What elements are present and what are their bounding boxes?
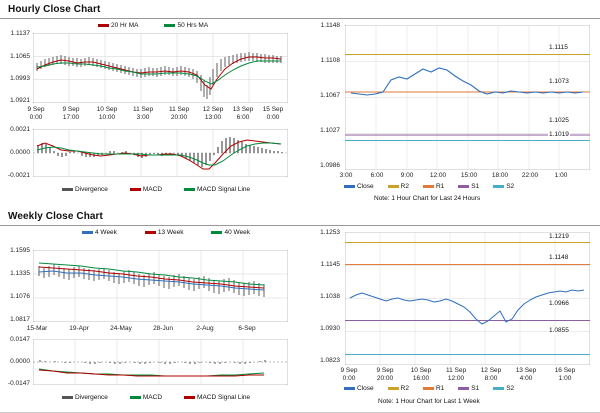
legend-label-macd-signal-weekly: MACD Signal Line	[197, 394, 251, 401]
hourly-levels-xtick-0: 3:00	[339, 172, 353, 179]
hourly-price-ytick-0: 1.1137	[10, 30, 30, 37]
legend-swatch-close-weekly	[344, 387, 355, 390]
legend-item-macd-weekly	[130, 394, 162, 401]
hourly-price-xtick-4: 11 Sep 20:00	[168, 106, 190, 121]
weekly-price-ytick-1: 1.1335	[10, 270, 30, 277]
hourly-price-xtick-3: 11 Sep 3:00	[132, 106, 154, 121]
legend-label-50hr-ma: 50 Hrs MA	[177, 22, 209, 29]
legend-label-s2-weekly: S2	[506, 385, 515, 392]
legend-item-s1-weekly	[458, 385, 479, 392]
weekly-level-label-close: 1.0966	[549, 300, 569, 307]
legend-label-r1-hourly: R1	[435, 183, 445, 190]
weekly-levels-legend	[344, 385, 514, 392]
weekly-macd-ytick-2: -0.0147	[7, 380, 30, 387]
weekly-price-ytick-2: 1.1076	[10, 293, 30, 300]
hourly-macd-legend	[62, 186, 250, 193]
weekly-price-xtick-0: 15-Mar	[26, 325, 48, 332]
legend-item-macd-signal-hourly	[184, 186, 250, 193]
legend-swatch-divergence-weekly	[62, 396, 73, 399]
legend-swatch-macd-signal-hourly	[184, 188, 195, 191]
legend-item-divergence-weekly	[62, 394, 108, 401]
hourly-price-ytick-3: 1.0921	[10, 97, 30, 104]
weekly-levels-xtick-6: 16 Sep 1:00	[554, 367, 576, 382]
legend-item-macd-hourly	[130, 186, 162, 193]
weekly-price-xtick-1: 19-Apr	[69, 325, 89, 332]
legend-item-r1-hourly	[423, 183, 444, 190]
legend-item-r1-weekly	[423, 385, 444, 392]
weekly-levels-plot	[345, 232, 590, 365]
weekly-levels-ytick-4: 1.0823	[320, 357, 340, 364]
weekly-price-xtick-2: 24-May	[110, 325, 132, 332]
hourly-level-label-close: 1.1073	[549, 78, 569, 85]
hourly-price-xtick-0: 9 Sep 0:00	[27, 106, 45, 121]
hourly-macd-ytick-1: 0.0000	[10, 149, 30, 156]
legend-label-40week: 40 Week	[224, 229, 251, 236]
legend-label-s2-hourly: S2	[506, 183, 515, 190]
hourly-levels-legend	[344, 183, 514, 190]
legend-item-r2-weekly	[388, 385, 409, 392]
legend-item-close-hourly	[344, 183, 374, 190]
legend-swatch-s2-weekly	[493, 387, 504, 390]
weekly-price-xtick-4: 2-Aug	[196, 325, 214, 332]
hourly-macd-ytick-0: 0.0021	[10, 126, 30, 133]
legend-label-divergence-weekly: Divergence	[75, 394, 108, 401]
legend-label-close-weekly: Close	[357, 385, 374, 392]
weekly-levels-svg	[345, 232, 590, 365]
weekly-levels-ytick-2: 1.1038	[320, 293, 340, 300]
legend-label-r2-hourly: R2	[400, 183, 409, 190]
hourly-levels-ytick-3: 1.1027	[320, 127, 340, 134]
legend-item-s1-hourly	[458, 183, 479, 190]
legend-label-s1-hourly: S1	[471, 183, 480, 190]
hourly-price-xtick-5: 12 Sep 13:00	[202, 106, 224, 121]
weekly-macd-ytick-1: 0.0000	[10, 358, 30, 365]
hourly-levels-ytick-0: 1.1148	[320, 22, 340, 29]
legend-label-4week: 4 Week	[95, 229, 117, 236]
weekly-divider	[0, 225, 600, 226]
legend-label-macd-hourly: MACD	[142, 186, 163, 193]
legend-swatch-s1-weekly	[458, 387, 469, 390]
weekly-macd-legend	[62, 394, 250, 401]
weekly-close-chart-panel	[0, 207, 600, 413]
legend-item-50hr-ma	[164, 22, 208, 29]
weekly-levels-ytick-0: 1.1253	[320, 229, 340, 236]
legend-label-r1-weekly: R1	[435, 385, 445, 392]
hourly-levels-ytick-2: 1.1067	[320, 92, 340, 99]
legend-swatch-40week	[211, 231, 222, 234]
hourly-levels-ytick-4: 1.0986	[320, 162, 340, 169]
legend-swatch-divergence-hourly	[62, 188, 73, 191]
legend-label-r2-weekly: R2	[400, 385, 409, 392]
legend-swatch-13week	[145, 231, 156, 234]
legend-swatch-r1-weekly	[423, 387, 434, 390]
weekly-levels-ytick-1: 1.1145	[320, 261, 340, 268]
hourly-price-ytick-2: 1.0993	[10, 75, 30, 82]
weekly-macd-svg	[33, 339, 288, 385]
legend-label-divergence-hourly: Divergence	[75, 186, 108, 193]
hourly-price-xtick-7: 15 Sep 0:00	[262, 106, 284, 121]
hourly-price-legend	[98, 22, 208, 29]
hourly-levels-xtick-3: 12:00	[429, 172, 447, 179]
legend-swatch-s2-hourly	[493, 185, 504, 188]
weekly-price-xtick-3: 28-Jun	[153, 325, 173, 332]
hourly-macd-svg	[33, 129, 288, 177]
legend-swatch-r1-hourly	[423, 185, 434, 188]
legend-item-40week	[211, 229, 250, 236]
hourly-level-label-s1: 1.1025	[549, 117, 569, 124]
weekly-macd-plot	[33, 339, 288, 385]
hourly-levels-xtick-2: 9:00	[400, 172, 414, 179]
hourly-levels-note: Note: 1 Hour Chart for Last 24 Hours	[374, 195, 481, 202]
weekly-level-label-r2: 1.1219	[549, 233, 569, 240]
legend-swatch-20hr-ma	[98, 24, 109, 27]
weekly-levels-xtick-5: 13 Sep 4:00	[515, 367, 537, 382]
legend-swatch-macd-signal-weekly	[184, 396, 195, 399]
hourly-section-title: Hourly Close Chart	[8, 4, 101, 15]
legend-item-s2-weekly	[493, 385, 514, 392]
legend-label-macd-weekly: MACD	[142, 394, 163, 401]
weekly-price-svg	[33, 250, 288, 322]
weekly-levels-xtick-3: 11 Sep 12:00	[445, 367, 467, 382]
legend-item-20hr-ma	[98, 22, 138, 29]
hourly-levels-xtick-4: 15:00	[460, 172, 478, 179]
legend-swatch-r2-weekly	[388, 387, 399, 390]
weekly-price-plot	[33, 250, 288, 322]
legend-swatch-4week	[82, 231, 93, 234]
weekly-level-label-s2: 1.0855	[549, 327, 569, 334]
weekly-price-ytick-0: 1.1595	[10, 247, 30, 254]
weekly-price-ytick-3: 1.0817	[10, 316, 30, 323]
weekly-levels-xtick-1: 9 Sep 20:00	[376, 367, 394, 382]
hourly-price-svg	[33, 33, 288, 103]
weekly-level-label-r1: 1.1148	[549, 254, 569, 261]
legend-item-close-weekly	[344, 385, 374, 392]
weekly-levels-xtick-0: 9 Sep 0:00	[340, 367, 358, 382]
legend-item-macd-signal-weekly	[184, 394, 250, 401]
legend-item-13week	[145, 229, 184, 236]
legend-label-close-hourly: Close	[357, 183, 374, 190]
legend-swatch-close-hourly	[344, 185, 355, 188]
hourly-level-label-r2: 1.1115	[549, 44, 568, 51]
weekly-levels-xtick-2: 10 Sep 16:00	[410, 367, 432, 382]
weekly-price-legend	[82, 229, 250, 236]
hourly-levels-xtick-1: 6:00	[370, 172, 384, 179]
weekly-macd-ytick-0: 0.0147	[10, 336, 30, 343]
hourly-levels-xtick-5: 18:00	[491, 172, 509, 179]
hourly-price-xtick-1: 9 Sep 17:00	[62, 106, 80, 121]
weekly-section-title: Weekly Close Chart	[8, 211, 103, 222]
legend-swatch-macd-hourly	[130, 188, 141, 191]
hourly-price-ytick-1: 1.1065	[10, 53, 30, 60]
weekly-price-xtick-5: 6-Sep	[238, 325, 256, 332]
hourly-price-xtick-2: 10 Sep 10:00	[96, 106, 118, 121]
hourly-price-xtick-6: 13 Sep 6:00	[232, 106, 254, 121]
hourly-levels-xtick-6: 22:00	[521, 172, 539, 179]
weekly-levels-note: Note: 1 Hour Chart for Last 1 Week	[378, 398, 480, 405]
weekly-levels-ytick-3: 1.0930	[320, 325, 340, 332]
legend-swatch-s1-hourly	[458, 185, 469, 188]
weekly-levels-xtick-4: 12 Sep 8:00	[480, 367, 502, 382]
legend-item-s2-hourly	[493, 183, 514, 190]
legend-item-divergence-hourly	[62, 186, 108, 193]
legend-item-4week	[82, 229, 117, 236]
legend-swatch-50hr-ma	[164, 24, 175, 27]
legend-label-macd-signal-hourly: MACD Signal Line	[197, 186, 251, 193]
hourly-levels-xtick-7: 1:00	[554, 172, 568, 179]
legend-label-13week: 13 Week	[157, 229, 184, 236]
hourly-level-label-s2: 1.1019	[549, 131, 569, 138]
legend-label-20hr-ma: 20 Hr MA	[111, 22, 139, 29]
hourly-levels-ytick-1: 1.1108	[320, 57, 340, 64]
hourly-macd-plot	[33, 129, 288, 177]
legend-item-r2-hourly	[388, 183, 409, 190]
legend-swatch-macd-weekly	[130, 396, 141, 399]
legend-swatch-r2-hourly	[388, 185, 399, 188]
hourly-divider	[0, 18, 600, 19]
legend-label-s1-weekly: S1	[471, 385, 480, 392]
hourly-macd-ytick-2: -0.0021	[7, 172, 30, 179]
hourly-price-plot	[33, 33, 288, 103]
